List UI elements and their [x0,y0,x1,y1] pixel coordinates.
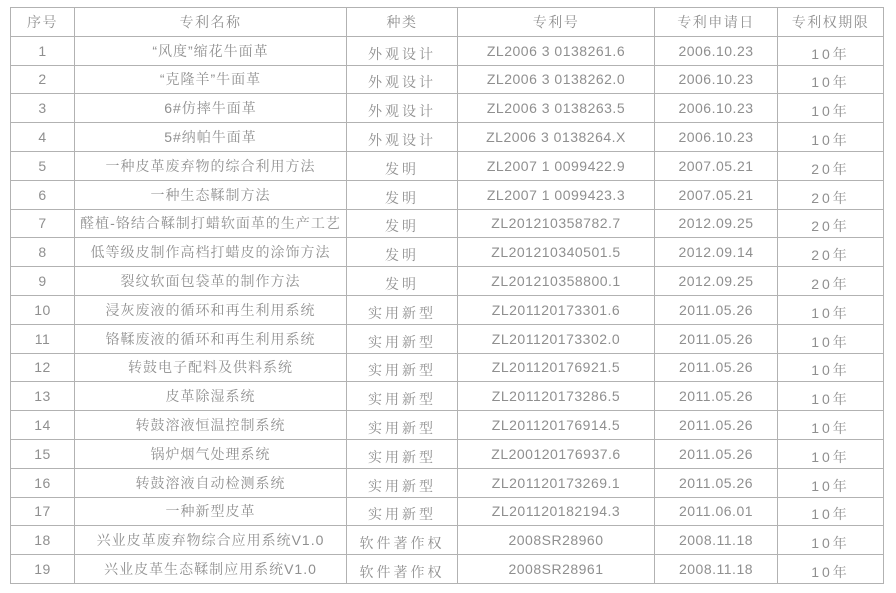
cell-text: “风度”缩花牛面革 [152,42,269,59]
cell-apply_date [655,209,778,238]
cell-index [11,526,75,555]
cell-text: 10年 [811,420,850,437]
cell-text: 5#纳帕牛面革 [164,129,257,146]
cell-apply_date [655,123,778,152]
header-row [11,8,884,37]
cell-text: 6 [38,186,47,203]
cell-index [11,555,75,584]
cell-name [75,324,347,353]
cell-type [347,151,458,180]
cell-index [11,353,75,382]
cell-text: 皮革除湿系统 [165,388,256,405]
cell-text: 10年 [811,506,850,523]
cell-type [347,295,458,324]
column-header-index: 序号 [11,8,75,37]
table-row [11,324,884,353]
column-header-term: 专利权期限 [778,8,884,37]
cell-apply_date [655,526,778,555]
cell-text: 10年 [811,132,850,149]
cell-name [75,439,347,468]
cell-type [347,411,458,440]
cell-text: 13 [34,388,51,405]
cell-type [347,526,458,555]
cell-text: 20年 [811,189,850,206]
table-row [11,411,884,440]
cell-text: 2012.09.25 [678,273,754,290]
cell-type [347,65,458,94]
cell-index [11,382,75,411]
table-row [11,209,884,238]
cell-number [458,94,655,123]
cell-type [347,468,458,497]
cell-term [778,468,884,497]
column-header-type: 种类 [347,8,458,37]
cell-index [11,468,75,497]
cell-apply_date [655,411,778,440]
table-header [11,8,884,37]
cell-term [778,526,884,555]
cell-text: 外观设计 [368,103,436,120]
cell-text: 铬鞣废液的循环和再生利用系统 [105,330,316,347]
cell-number [458,555,655,584]
cell-text: 发明 [385,218,419,235]
cell-term [778,238,884,267]
cell-text: 3 [38,100,47,117]
cell-index [11,411,75,440]
cell-name [75,65,347,94]
cell-term [778,497,884,526]
cell-text: 10年 [811,304,850,321]
cell-apply_date [655,324,778,353]
cell-term [778,65,884,94]
cell-text: ZL201120182194.3 [491,503,621,520]
table-row [11,36,884,65]
cell-text: 外观设计 [368,132,436,149]
cell-apply_date [655,94,778,123]
table-row [11,526,884,555]
cell-text: ZL201210340501.5 [491,244,621,261]
table-row [11,295,884,324]
cell-text: 2011.06.01 [678,503,754,520]
cell-text: ZL201210358782.7 [491,215,621,232]
cell-text: 低等级皮制作高档打蜡皮的涂饰方法 [90,244,331,261]
cell-term [778,411,884,440]
cell-index [11,151,75,180]
cell-number [458,151,655,180]
table-row [11,555,884,584]
cell-name [75,267,347,296]
cell-text: 10年 [811,103,850,120]
cell-text: 发明 [385,189,419,206]
cell-text: 17 [34,503,51,520]
cell-name [75,123,347,152]
cell-type [347,123,458,152]
cell-name [75,411,347,440]
cell-number [458,526,655,555]
table-row [11,151,884,180]
cell-text: 实用新型 [368,391,436,408]
cell-type [347,324,458,353]
cell-term [778,382,884,411]
cell-apply_date [655,180,778,209]
cell-text: 浸灰废液的循环和再生利用系统 [105,301,316,318]
cell-term [778,151,884,180]
cell-apply_date [655,468,778,497]
cell-apply_date [655,382,778,411]
cell-text: 裂纹软面包袋革的制作方法 [120,273,301,290]
cell-text: ZL201210358800.1 [491,273,621,290]
cell-text: 2012.09.14 [678,244,754,261]
cell-index [11,267,75,296]
cell-number [458,411,655,440]
cell-text: 10年 [811,362,850,379]
cell-text: 2008.11.18 [678,532,754,549]
cell-text: ZL2006 3 0138263.5 [486,100,626,117]
cell-apply_date [655,238,778,267]
cell-text: 10年 [811,477,850,494]
cell-text: ZL201120173269.1 [491,474,621,491]
cell-text: ZL2006 3 0138264.X [486,129,626,146]
cell-apply_date [655,497,778,526]
cell-number [458,295,655,324]
cell-index [11,65,75,94]
cell-text: 转鼓电子配料及供料系统 [128,359,293,376]
cell-index [11,324,75,353]
cell-text: 18 [34,532,51,549]
cell-text: 2006.10.23 [678,100,754,117]
cell-term [778,94,884,123]
cell-number [458,267,655,296]
cell-number [458,123,655,152]
table-row [11,439,884,468]
cell-text: 软件著作权 [359,535,445,552]
cell-text: 2008.11.18 [678,561,754,578]
cell-name [75,497,347,526]
cell-type [347,439,458,468]
cell-index [11,497,75,526]
cell-term [778,295,884,324]
cell-type [347,555,458,584]
cell-text: ZL201120173302.0 [491,330,621,347]
cell-text: 转鼓溶液恒温控制系统 [135,417,286,434]
cell-text: 10年 [811,74,850,91]
cell-text: 8 [38,244,47,261]
cell-number [458,324,655,353]
cell-term [778,555,884,584]
cell-text: ZL2007 1 0099422.9 [486,157,626,174]
cell-number [458,36,655,65]
cell-index [11,209,75,238]
cell-type [347,238,458,267]
cell-text: 2012.09.25 [678,215,754,232]
cell-index [11,36,75,65]
cell-number [458,439,655,468]
cell-text: 一种生态鞣制方法 [150,186,271,203]
cell-name [75,526,347,555]
cell-text: 一种新型皮革 [165,503,256,520]
cell-name [75,468,347,497]
cell-text: 实用新型 [368,304,436,321]
cell-text: 12 [34,359,51,376]
cell-text: 2011.05.26 [678,301,754,318]
cell-text: 20年 [811,160,850,177]
cell-number [458,238,655,267]
cell-text: 14 [34,417,51,434]
table-row [11,94,884,123]
cell-text: 11 [34,330,51,347]
cell-text: 锅炉烟气处理系统 [150,445,271,462]
cell-type [347,180,458,209]
cell-text: 实用新型 [368,506,436,523]
cell-number [458,497,655,526]
cell-text: 7 [38,215,47,232]
cell-text: 实用新型 [368,362,436,379]
table-row [11,123,884,152]
cell-name [75,295,347,324]
cell-term [778,353,884,382]
cell-text: 软件著作权 [359,564,445,581]
cell-index [11,123,75,152]
cell-text: “克隆羊”牛面革 [159,71,262,88]
cell-term [778,209,884,238]
cell-apply_date [655,151,778,180]
cell-text: 2008SR28960 [508,532,604,549]
cell-text: 兴业皮革生态鞣制应用系统V1.0 [104,561,317,578]
cell-text: 2008SR28961 [508,561,604,578]
cell-number [458,382,655,411]
cell-text: ZL201120176914.5 [491,417,621,434]
cell-term [778,180,884,209]
table-row [11,382,884,411]
cell-type [347,353,458,382]
cell-text: 发明 [385,247,419,264]
cell-text: 20年 [811,276,850,293]
cell-number [458,353,655,382]
table-row [11,238,884,267]
cell-text: 6#仿摔牛面革 [164,100,257,117]
cell-text: 19 [34,561,51,578]
cell-text: 15 [34,445,51,462]
cell-index [11,180,75,209]
cell-text: 兴业皮革废弃物综合应用系统V1.0 [96,532,325,549]
cell-type [347,497,458,526]
patent-list-table [10,7,884,584]
cell-number [458,209,655,238]
cell-apply_date [655,36,778,65]
cell-index [11,439,75,468]
table-row [11,353,884,382]
cell-text: 2011.05.26 [678,445,754,462]
cell-apply_date [655,353,778,382]
cell-term [778,36,884,65]
cell-text: 外观设计 [368,45,436,62]
cell-number [458,180,655,209]
column-header-name: 专利名称 [75,8,347,37]
cell-text: 实用新型 [368,477,436,494]
cell-name [75,151,347,180]
cell-text: 2 [38,71,47,88]
cell-term [778,123,884,152]
cell-text: 20年 [811,247,850,264]
cell-text: 实用新型 [368,448,436,465]
cell-text: ZL2007 1 0099423.3 [486,186,626,203]
cell-name [75,353,347,382]
cell-text: 2007.05.21 [678,157,754,174]
cell-text: 20年 [811,218,850,235]
cell-apply_date [655,267,778,296]
cell-number [458,65,655,94]
cell-text: 10年 [811,333,850,350]
cell-text: 10年 [811,448,850,465]
cell-name [75,555,347,584]
cell-name [75,209,347,238]
cell-text: 2007.05.21 [678,186,754,203]
cell-apply_date [655,65,778,94]
cell-text: 5 [38,157,47,174]
cell-text: 2011.05.26 [678,330,754,347]
cell-name [75,36,347,65]
cell-apply_date [655,555,778,584]
table-body [11,36,884,583]
cell-text: ZL200120176937.6 [491,445,621,462]
column-header-number: 专利号 [458,8,655,37]
cell-name [75,382,347,411]
cell-text: ZL2006 3 0138261.6 [486,42,626,59]
cell-number [458,468,655,497]
cell-text: 1 [38,42,47,59]
cell-text: ZL201120176921.5 [491,359,621,376]
cell-index [11,295,75,324]
cell-index [11,238,75,267]
cell-term [778,324,884,353]
cell-text: 2006.10.23 [678,42,754,59]
cell-text: 2011.05.26 [678,359,754,376]
cell-term [778,267,884,296]
cell-text: 实用新型 [368,420,436,437]
cell-name [75,238,347,267]
cell-text: 2011.05.26 [678,474,754,491]
cell-text: 发明 [385,276,419,293]
cell-index [11,94,75,123]
cell-type [347,36,458,65]
cell-text: 2011.05.26 [678,388,754,405]
table-row [11,468,884,497]
cell-text: ZL2006 3 0138262.0 [486,71,626,88]
column-header-apply_date: 专利申请日 [655,8,778,37]
cell-text: 10年 [811,535,850,552]
cell-apply_date [655,295,778,324]
cell-text: 2006.10.23 [678,129,754,146]
cell-text: 16 [34,474,51,491]
cell-term [778,439,884,468]
cell-text: 10年 [811,564,850,581]
cell-type [347,267,458,296]
cell-text: 醛植-铬结合鞣制打蜡软面革的生产工艺 [80,215,341,232]
cell-text: 4 [38,129,47,146]
cell-text: 2011.05.26 [678,417,754,434]
cell-text: 10年 [811,45,850,62]
cell-type [347,209,458,238]
table-row [11,65,884,94]
cell-text: 10 [34,301,51,318]
cell-text: 9 [38,273,47,290]
table-row [11,497,884,526]
cell-text: 实用新型 [368,333,436,350]
cell-text: 2006.10.23 [678,71,754,88]
table-row [11,267,884,296]
table-row [11,180,884,209]
cell-name [75,180,347,209]
cell-text: ZL201120173301.6 [491,301,621,318]
cell-text: 10年 [811,391,850,408]
cell-text: 一种皮革废弃物的综合利用方法 [105,157,316,174]
cell-apply_date [655,439,778,468]
cell-name [75,94,347,123]
cell-type [347,382,458,411]
cell-text: ZL201120173286.5 [491,388,621,405]
cell-text: 转鼓溶液自动检测系统 [135,474,286,491]
cell-text: 外观设计 [368,74,436,91]
cell-type [347,94,458,123]
cell-text: 发明 [385,160,419,177]
